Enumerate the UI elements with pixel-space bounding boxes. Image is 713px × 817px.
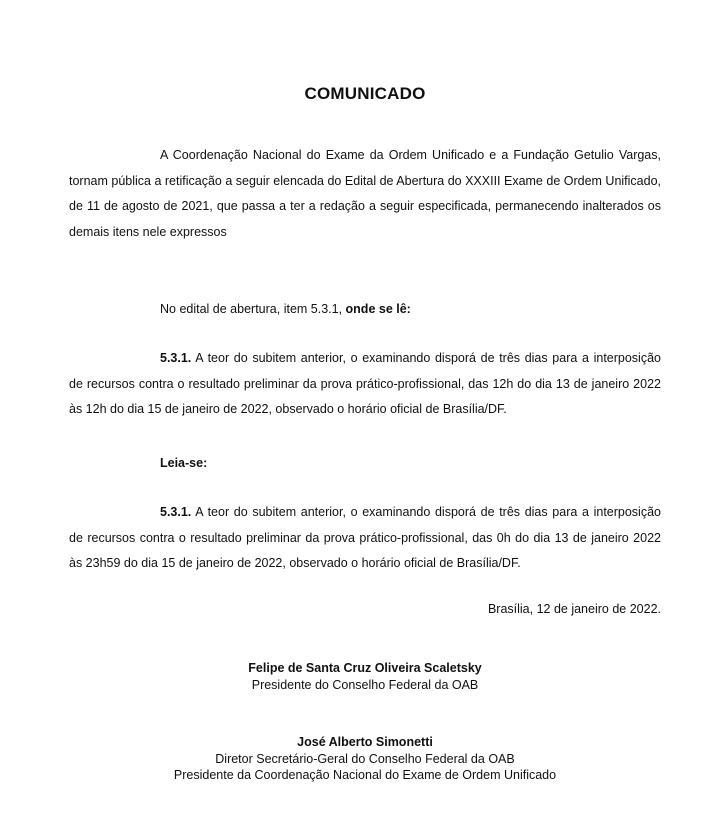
intro-text: A Coordenação Nacional do Exame da Ordem Unificado e a Fundação Getulio Vargas, tornam pública a retificação a seguir elencada do Edital de Abertura do XXXIII Exame de Ordem Unificado, de 11 de agosto de 2021, que passa a ter a redação a seguir especificada, permanecendo inalterados os demais itens nele expressos bbox=[69, 148, 661, 240]
signatory-name: Felipe de Santa Cruz Oliveira Scaletsky bbox=[248, 661, 482, 675]
signature-block-1 bbox=[0, 660, 713, 693]
leia-se-label: Leia-se: bbox=[160, 456, 208, 470]
signatory-name: José Alberto Simonetti bbox=[297, 735, 433, 749]
signatory-role: Presidente da Coordenação Nacional do Exame de Ordem Unificado bbox=[173, 768, 557, 782]
revised-clause-text: A teor do subitem anterior, o examinando disporá de três dias para a interposição de recursos contra o resultado preliminar da prova prático-profissional, das 0h do dia 13 de janeiro 2022 às 23h59 do dia 15 de janeiro de 2022, observado o horário oficial de Brasília/DF. bbox=[69, 505, 661, 571]
signatory-role: Diretor Secretário-Geral do Conselho Federal da OAB bbox=[215, 751, 515, 766]
original-clause-text: A teor do subitem anterior, o examinando disporá de três dias para a interposição de recursos contra o resultado preliminar da prova prático-profissional, das 12h do dia 13 de janeiro 2022 às 12h do dia 15 de janeiro de 2022, observado o horário oficial de Brasília/DF. bbox=[69, 351, 661, 417]
original-clause-paragraph bbox=[69, 346, 661, 423]
intro-paragraph bbox=[69, 143, 661, 246]
revised-clause-number: 5.3.1. bbox=[160, 505, 192, 519]
onde-bold: onde se lê: bbox=[345, 302, 411, 316]
signatory-role: Presidente do Conselho Federal da OAB bbox=[251, 677, 479, 692]
leia-se-line bbox=[160, 453, 207, 473]
onde-prefix: No edital de abertura, item 5.3.1, bbox=[160, 302, 346, 316]
onde-se-le-line bbox=[160, 299, 411, 319]
place-date: Brasília, 12 de janeiro de 2022. bbox=[487, 602, 661, 616]
original-clause-number: 5.3.1. bbox=[160, 351, 192, 365]
page-title: COMUNICADO bbox=[304, 84, 426, 103]
revised-clause-paragraph bbox=[69, 500, 661, 577]
signature-block-2 bbox=[0, 734, 713, 784]
